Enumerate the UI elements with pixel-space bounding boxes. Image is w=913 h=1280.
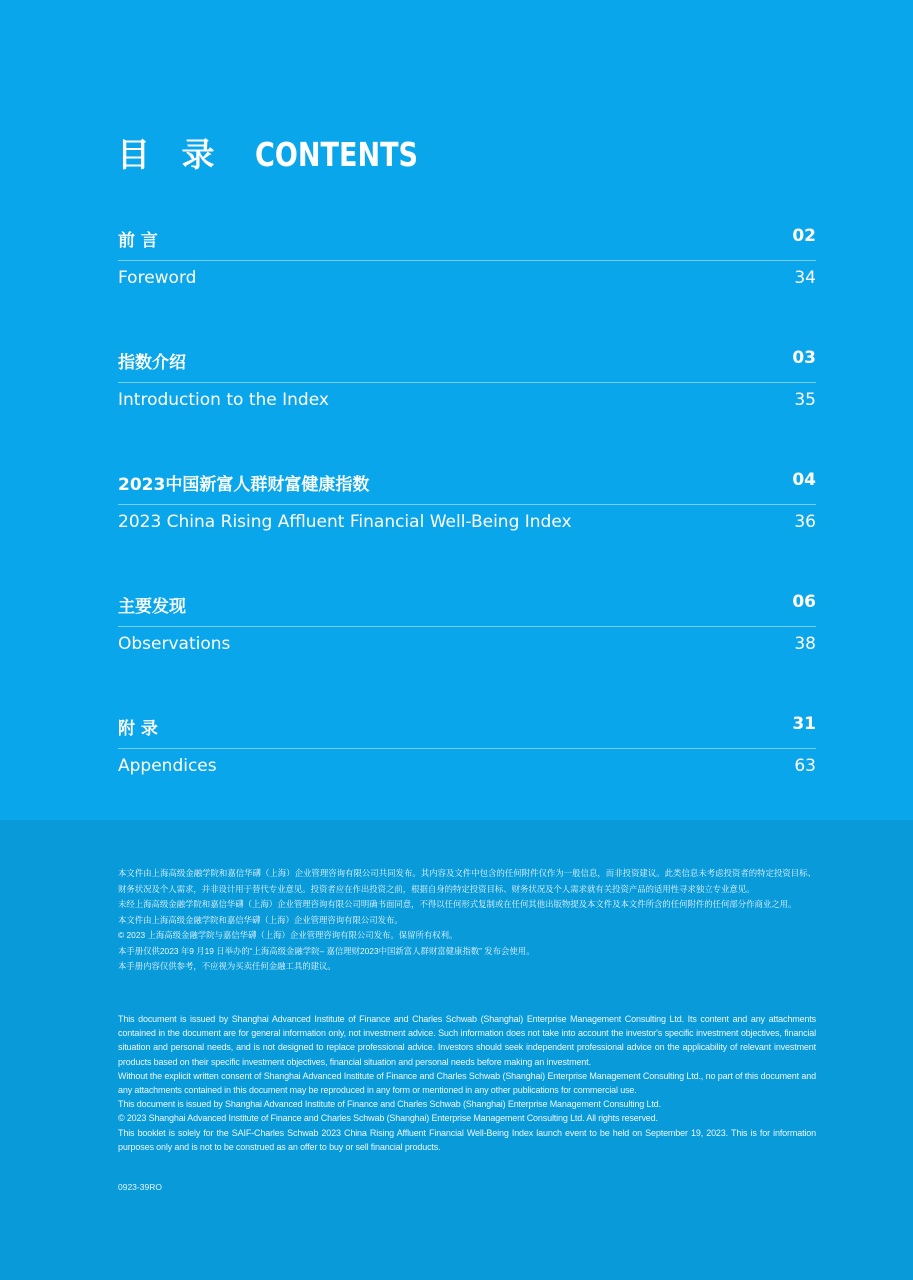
toc-section-introduction [118, 342, 816, 464]
disclaimer-paragraph: This document is issued by Shanghai Advanced Institute of Finance and Charles Schwab (Shanghai) Enterprise Management Consulting Ltd. Its content and any attachments contained in the document are for general information only, not investment advice. Such information does not take into account the investor's specific investment objectives, financial situation and personal needs, and is not designed to replace professional advice. Investors should seek independent professional advice on the applicability of relevant investment products based on their specific investment objectives, financial situation and personal needs before making an investment. [118, 1014, 816, 1067]
disclaimer-paragraph: 本文件由上海高级金融学院和嘉信华礴（上海）企业管理咨询有限公司发布。 [118, 914, 403, 925]
toc-title-cn: 附 录 [118, 719, 158, 739]
page-title [117, 134, 453, 176]
disclaimer-paragraph: © 2023 Shanghai Advanced Institute of Finance and Charles Schwab (Shanghai) Enterprise Management Consulting Ltd. All rights reserved. [118, 1113, 658, 1124]
toc-entry-cn[interactable] [118, 220, 816, 261]
disclaimer-paragraph: 未经上海高级金融学院和嘉信华礴（上海）企业管理咨询有限公司明确书面同意，不得以任何形式复制或在任何其他出版物提及本文件及本文件所含的任何附件的任何部分作商业之用。 [118, 899, 797, 909]
page-title-en: CONTENTS [254, 135, 418, 174]
toc-section-foreword [118, 220, 816, 342]
toc-page-cn: 31 [792, 714, 816, 734]
toc-section-appendices [118, 708, 816, 830]
toc-page-en: 34 [794, 268, 816, 288]
toc-entry-en[interactable] [118, 390, 816, 416]
table-of-contents [118, 220, 816, 830]
toc-entry-cn[interactable] [118, 586, 816, 627]
toc-entry-en[interactable] [118, 268, 816, 294]
disclaimer-paragraph: 本文件由上海高级金融学院和嘉信华礴（上海）企业管理咨询有限公司共同发布。其内容及文件中包含的任何附件仅作为一般信息，而非投资建议。此类信息未考虑投资者的特定投资目标、财务状况及个人需求，并非设计用于替代专业意见。投资者应在作出投资之前，根据自身的特定投资目标、财务状况及个人需求就有关投资产品的适用性寻求独立专业意见。 [118, 868, 816, 894]
toc-title-en: Observations [118, 634, 231, 654]
toc-title-cn: 主要发现 [118, 597, 186, 617]
toc-page-en: 35 [794, 390, 816, 410]
toc-entry-cn[interactable] [118, 464, 816, 505]
disclaimer-paragraph: This document is issued by Shanghai Advanced Institute of Finance and Charles Schwab (Shanghai) Enterprise Management Consulting Ltd. [118, 1099, 661, 1110]
toc-entry-en[interactable] [118, 634, 816, 660]
toc-page-cn: 06 [792, 592, 816, 612]
disclaimer-en [118, 1012, 816, 1154]
toc-title-cn: 前 言 [118, 231, 158, 251]
toc-page-cn: 04 [792, 470, 816, 490]
toc-title-en: Foreword [118, 268, 197, 288]
toc-entry-cn[interactable] [118, 342, 816, 383]
toc-entry-en[interactable] [118, 756, 816, 782]
disclaimer-paragraph: © 2023 上海高级金融学院与嘉信华礴（上海）企业管理咨询有限公司发布。保留所有权利。 [118, 930, 458, 940]
toc-title-cn: 指数介绍 [118, 353, 186, 373]
toc-section-index [118, 464, 816, 586]
toc-title-en: Appendices [118, 756, 217, 776]
toc-page-cn: 02 [792, 226, 816, 246]
document-code: 0923-39RO [118, 1182, 162, 1192]
toc-entry-cn[interactable] [118, 708, 816, 749]
toc-page-en: 36 [794, 512, 816, 532]
disclaimer-paragraph: This booklet is solely for the SAIF-Charles Schwab 2023 China Rising Affluent Financial Well-Being Index launch event to be held on September 19, 2023. This is for information purposes only and is not to be construed as an offer to buy or sell financial products. [118, 1127, 816, 1152]
toc-section-observations [118, 586, 816, 708]
toc-page-en: 63 [794, 756, 816, 776]
toc-entry-en[interactable] [118, 512, 816, 538]
disclaimer-cn [118, 866, 816, 975]
disclaimer-paragraph: 本手册内容仅供参考，不应视为买卖任何金融工具的建议。 [118, 961, 336, 971]
toc-title-en: 2023 China Rising Affluent Financial Well-Being Index [118, 512, 572, 532]
page-title-cn: 目 录 [117, 135, 225, 174]
disclaimer-paragraph: Without the explicit written consent of Shanghai Advanced Institute of Finance and Charles Schwab (Shanghai) Enterprise Management Consulting Ltd., no part of this document and any attachments contained in this document may be reproduced in any form or mentioned in any other publications for commercial use. [118, 1070, 816, 1096]
toc-title-en: Introduction to the Index [118, 390, 329, 410]
disclaimer-paragraph: 本手册仅供2023 年9 月19 日举办的“上海高级金融学院– 嘉信理财2023中国新富人群财富健康指数” 发布会使用。 [118, 945, 535, 956]
toc-page-cn: 03 [792, 348, 816, 368]
toc-title-cn: 2023中国新富人群财富健康指数 [118, 475, 370, 495]
toc-page-en: 38 [794, 634, 816, 654]
